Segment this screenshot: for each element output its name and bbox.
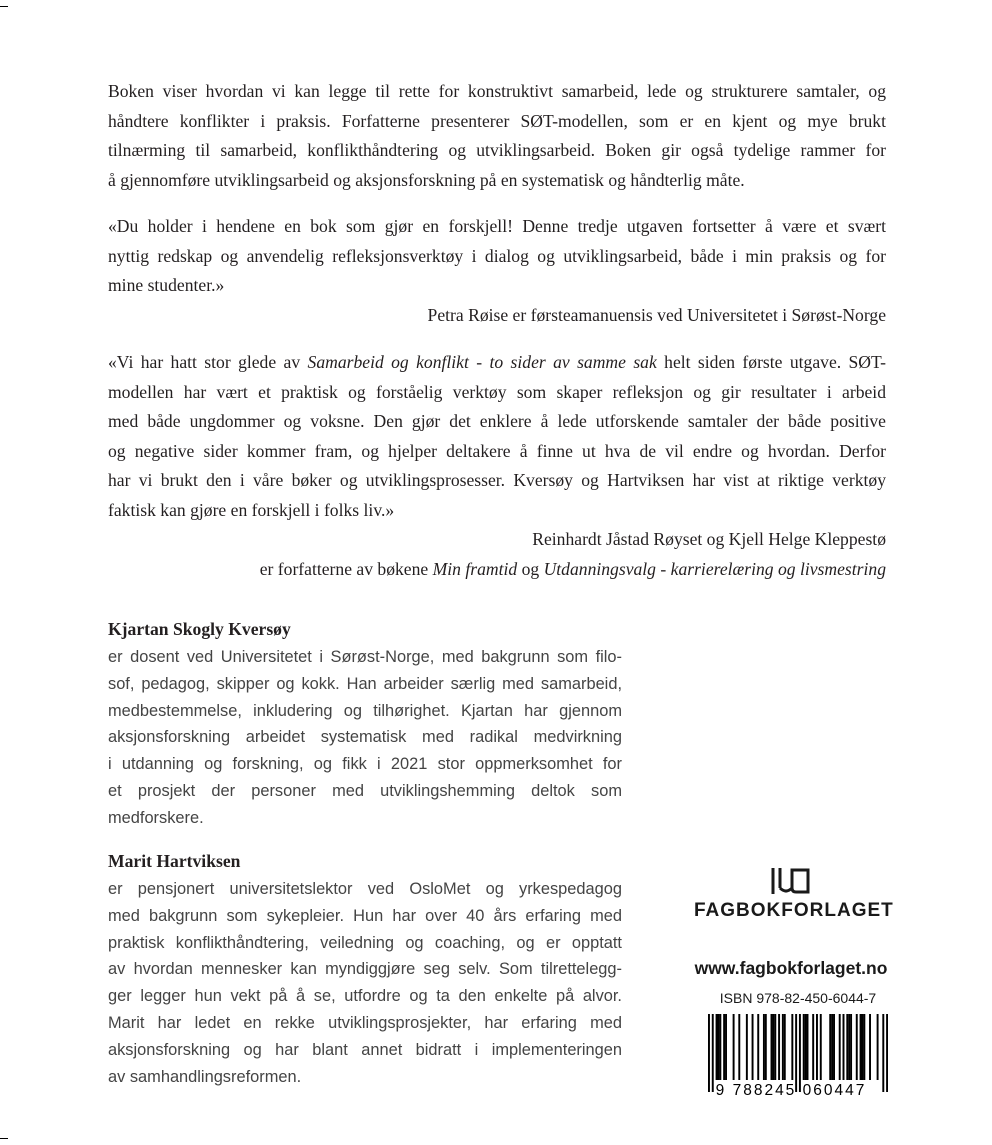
bio-line: av samhandlingsreformen. — [108, 1067, 302, 1086]
barcode-bar — [856, 1014, 858, 1080]
barcode-bar — [763, 1014, 765, 1080]
crop-mark-bottom — [0, 1138, 8, 1139]
barcode-digits: 9 788245 060447 — [715, 1082, 867, 1099]
barcode-bar — [746, 1014, 748, 1080]
barcode-bar — [791, 1014, 793, 1080]
quote-text: helt siden første utgave. SØT- — [656, 352, 887, 372]
quote-attribution: Reinhardt Jåstad Røyset og Kjell Helge Kleppestø — [532, 529, 886, 549]
barcode-bar — [829, 1014, 831, 1080]
intro-line: tilnærming til samarbeid, konflikthåndtering og utviklingsarbeid. Boken gir også tydelige rammer for — [108, 140, 886, 160]
barcode-bar — [799, 1014, 801, 1092]
barcode-bar — [869, 1014, 871, 1080]
bio-line: medbestemmelse, inkludering og tilhørighet. Kjartan har gjennom — [108, 701, 622, 720]
barcode-bar — [772, 1014, 774, 1080]
barcode-bar — [712, 1014, 714, 1092]
barcode-bar — [795, 1014, 797, 1092]
bio-line: Marit har ledet en rekke utviklingsprosjekter, har erfaring med — [108, 1013, 622, 1032]
bio-line: er dosent ved Universitetet i Sørøst-Norge, med bakgrunn som filo- — [108, 648, 622, 666]
quote-attribution — [108, 555, 886, 585]
bio-line: ger legger hun vekt på å se, utfordre og ta den enkelte på alvor. — [108, 987, 622, 1006]
barcode-bar — [831, 1014, 833, 1080]
quote-2 — [108, 348, 886, 584]
barcode-bar — [805, 1014, 807, 1080]
barcode-bar — [716, 1014, 718, 1080]
quote-attribution: Petra Røise er førsteamanuensis ved Universitetet i Sørøst-Norge — [427, 304, 886, 325]
intro-paragraph — [108, 77, 886, 195]
bio-line: sof, pedagog, skipper og kokk. Han arbeider særlig med samarbeid, — [108, 674, 622, 693]
book-title: Samarbeid og konflikt - to sider av samme sak — [307, 352, 657, 372]
barcode-bar — [833, 1014, 835, 1080]
quote-line — [108, 348, 886, 378]
attribution-text: er forfatterne av bøkene — [259, 558, 433, 579]
book-logo-icon — [770, 866, 812, 896]
barcode-bar — [816, 1014, 818, 1080]
bio-line: av hvordan mennesker kan myndiggjøre seg selv. Som tilrettelegg- — [108, 960, 622, 979]
quote-line: har vi brukt den i våre bøker og utviklingsprosesser. Kversøy og Hartviksen har vist at riktige verktøy — [108, 470, 886, 490]
barcode-bar — [765, 1014, 767, 1080]
intro-line: å gjennomføre utviklingsarbeid og aksjonsforskning på en systematisk og håndterlig måte. — [108, 169, 745, 190]
barcode-bar — [784, 1014, 786, 1080]
quote-text: «Vi har hatt stor glede av — [108, 352, 308, 372]
publisher-name: FAGBOKFORLAGET — [694, 900, 894, 921]
barcode-bar — [717, 1014, 719, 1080]
barcode-bar — [771, 1014, 773, 1080]
barcode-bar — [738, 1014, 740, 1080]
intro-line: håndtere konflikter i praksis. Forfatterne presenterer SØT-modellen, som er en kjent og mye brukt — [108, 110, 886, 131]
author-name: Marit Hartviksen — [108, 851, 241, 871]
barcode-bar — [733, 1014, 735, 1080]
publisher-website[interactable]: www.fagbokforlaget.no — [694, 958, 888, 978]
author-bio — [108, 644, 622, 832]
quote-line: «Du holder i hendene en bok som gjør en forskjell! Denne tredje utgaven fortsetter å være et svært — [108, 216, 886, 236]
barcode-bar — [861, 1014, 863, 1080]
barcode-bar — [719, 1014, 721, 1080]
barcode-bar — [820, 1014, 822, 1080]
author-name: Kjartan Skogly Kversøy — [108, 619, 291, 639]
barcode-bar — [708, 1014, 710, 1092]
crop-mark-top — [0, 6, 8, 7]
barcode-bar — [774, 1014, 776, 1080]
quote-line: nyttig redskap og anvendelig refleksjonsverktøy i dialog og utviklingsarbeid, både i min praksis og for — [108, 245, 886, 266]
barcode-bar — [848, 1014, 850, 1080]
barcode-bar — [860, 1014, 862, 1080]
barcode-bar — [752, 1014, 754, 1080]
bio-line: er pensjonert universitetslektor ved OsloMet og yrkespedagog — [108, 880, 622, 898]
book-title: Utdanningsvalg - karrierelæring og livsmestring — [543, 558, 886, 579]
isbn-text: ISBN 978-82-450-6044-7 — [719, 990, 877, 1006]
barcode-bar — [882, 1014, 884, 1092]
quote-line: modellen har vært et praktisk og forståelig verktøy som skaper refleksjon og gir resultater i arbeid — [108, 381, 886, 402]
barcode-bar — [863, 1014, 865, 1080]
quote-1 — [108, 212, 886, 330]
barcode-bar — [803, 1014, 805, 1080]
barcode-bar — [843, 1014, 845, 1080]
bio-line: praktisk konflikthåndtering, veiledning og coaching, og er opptatt — [108, 933, 622, 952]
intro-line: Boken viser hvordan vi kan legge til rette for konstruktivt samarbeid, lede og strukturere samtaler, og — [108, 81, 886, 101]
barcode-bar — [723, 1014, 725, 1080]
book-title: Min framtid — [432, 558, 518, 579]
quote-line: og negative sider kommer fram, og hjelper deltakere å finne ut hva de vil endre og hvordan. Derfor — [108, 440, 886, 461]
barcode-bar — [725, 1014, 727, 1080]
bio-line: aksjonsforskning arbeidet systematisk med radikal medvirkning — [108, 728, 622, 747]
bio-line: aksjonsforskning og har blant annet bidratt i implementeringen — [108, 1040, 622, 1059]
publisher-logo — [694, 866, 894, 922]
barcode-bar — [846, 1014, 848, 1080]
barcode-bar — [807, 1014, 809, 1080]
barcode-bar — [850, 1014, 852, 1080]
barcode-bar — [757, 1014, 759, 1080]
barcode-bar — [886, 1014, 888, 1092]
barcode-bar — [782, 1014, 784, 1080]
quote-line: mine studenter.» — [108, 275, 225, 295]
barcode-bar — [839, 1014, 841, 1080]
quote-line: faktisk kan gjøre en forskjell i folks liv.» — [108, 499, 395, 520]
bio-line: et prosjekt der personer med utviklingshemming deltok som — [108, 781, 622, 800]
barcode-bar — [812, 1014, 814, 1080]
attribution-text: og — [517, 558, 544, 579]
barcode-bar — [778, 1014, 780, 1080]
bio-line: i utdanning og forskning, og fikk i 2021 stor oppmerksomhet for — [108, 755, 622, 774]
quote-line: med både ungdommer og voksne. Den gjør det enklere å lede utforskende samtaler der både positive — [108, 411, 886, 431]
bio-line: med bakgrunn som sykepleier. Hun har over 40 års erfaring med — [108, 906, 622, 925]
barcode-bar — [877, 1014, 879, 1080]
bio-line: medforskere. — [108, 808, 204, 827]
author-bio — [108, 876, 622, 1090]
